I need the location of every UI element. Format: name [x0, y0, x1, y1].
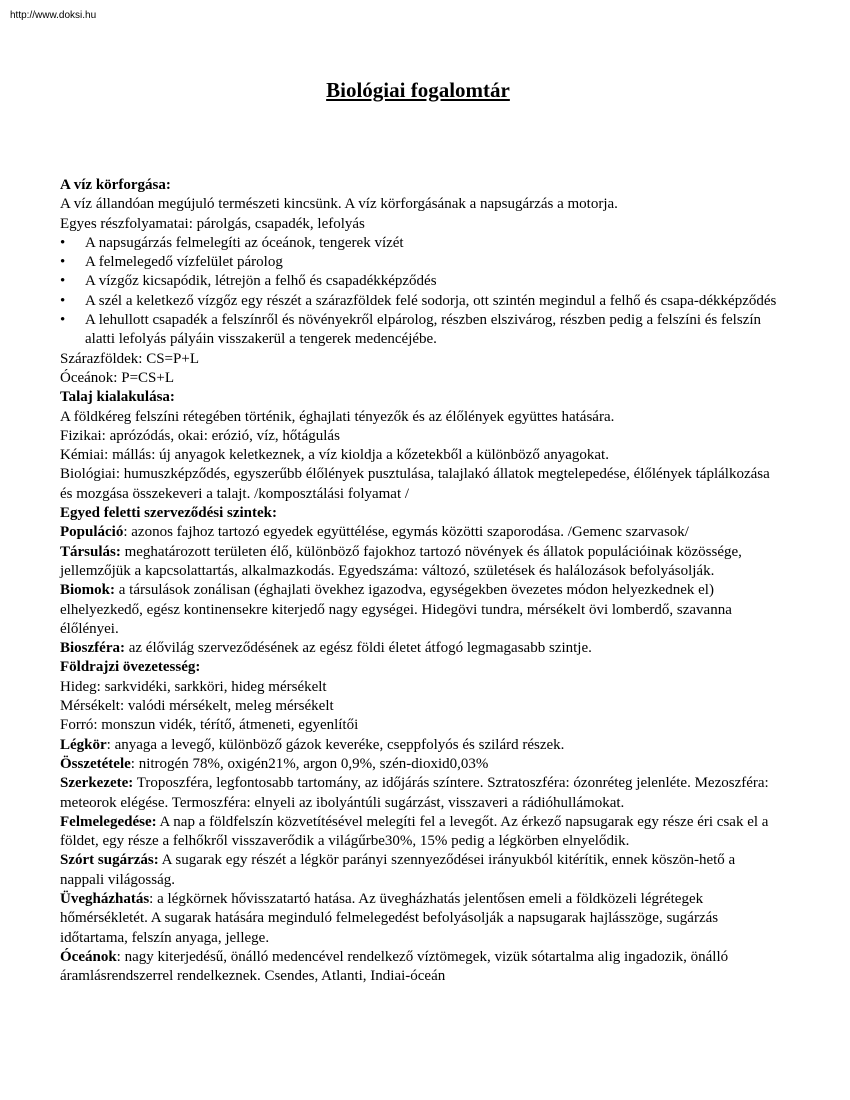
association-definition: Társulás: meghatározott területen élő, különböző fajokhoz tartozó növények és állatok populációinak közössége, jellemzőjük a kapcsolattartás, alkalmazkodás. Egyedszáma: változó, születések és halálozások befolyásolják. [60, 543, 742, 579]
page-title: Biológiai fogalomtár [326, 78, 510, 102]
soil-biological: Biológiai: humuszképződés, egyszerűbb élőlények pusztulása, talajlakó állatok megtelepedése, élőlények táplálkozása és mozgása összekeveri a talajt. /komposztálási folyamat / [60, 466, 770, 502]
zone-temperate: Mérsékelt: valódi mérsékelt, meleg mérsékelt [60, 698, 334, 715]
list-item: • A felmelegedő vízfelület párolog [60, 253, 780, 272]
greenhouse-effect: Üvegházhatás: a légkörnek hővisszatartó hatása. Az üvegházhatás jelentősen emeli a földközeli légrétegek hőmérsékletét. A sugarak hatására meginduló felmelegedést befolyásolják a napsugarak hajlásszöge, sugárzás időtartama, felszín anyaga, jellege. [60, 890, 719, 946]
soil-chemical: Kémiai: mállás: új anyagok keletkeznek, a víz kioldja a kőzetekből a különböző anyagokat. [60, 447, 609, 464]
list-item: • A szél a keletkező vízgőz egy részét a szárazföldek felé sodorja, ott szintén megindul a felhő és csapa-dékképződés [60, 292, 780, 311]
oceans-definition: Óceánok: nagy kiterjedésű, önálló medencével rendelkező víztömegek, vizük sótartalma alig ingadozik, önálló áramlásrendszerrel rendelkeznek. Csendes, Atlanti, Indiai-óceán [60, 948, 729, 985]
atmosphere-structure: Szerkezete: Troposzféra, legfontosabb tartomány, az időjárás színtere. Sztratoszféra: ózonréteg jelenléte. Mezoszféra: meteorok elégése. Termoszféra: elnyeli az ibolyántúli sugárzást, visszaveri a rádióhullámokat. [60, 775, 769, 811]
biosphere-definition: Bioszféra: az élővilág szerveződésének az egész földi életet átfogó legmagasabb szintje. [60, 640, 592, 657]
water-cycle-list [60, 234, 780, 350]
soil-intro: A földkéreg felszíni rétegében történik, éghajlati tényezők és az élőlények együttes hatására. [60, 408, 615, 425]
zone-cold: Hideg: sarkvidéki, sarkköri, hideg mérsékelt [60, 678, 327, 695]
atmosphere-warming: Felmelegedése: A nap a földfelszín közvetítésével melegíti fel a levegőt. Az érkező napsugarak egy része éri csak el a földet, egy része a felhőkről visszaverődik a világűrbe30%, 15% pedig a légkörben elnyelődik. [60, 813, 769, 850]
list-item: • A lehullott csapadék a felszínről és növényekről elpárolog, részben elszivárog, részben pedig a felszíni és felszín alatti lefolyás pályáin visszakerül a tengerek medencéjébe. [60, 311, 780, 350]
soil-heading: Talaj kialakulása: [60, 389, 175, 406]
ocean-formula: Óceánok: P=CS+L [60, 369, 174, 386]
soil-physical: Fizikai: aprózódás, okai: erózió, víz, hőtágulás [60, 427, 340, 444]
biome-definition: Biomok: a társulások zonálisan (éghajlati övekhez igazodva, egységekben övezetes módon helyezkednek el) elhelyezkedő, egész kontinensekre kiterjedő nagy egységei. Hidegövi tundra, mérsékelt övi lomberdő, szavanna élőlényei. [60, 582, 732, 637]
atmosphere-definition: Légkör: anyaga a levegő, különböző gázok keveréke, cseppfolyós és szilárd részek. [60, 736, 565, 753]
land-formula: Szárazföldek: CS=P+L [60, 350, 199, 367]
source-url: http://www.doksi.hu [10, 10, 97, 21]
atmosphere-composition: Összetétele: nitrogén 78%, oxigén21%, argon 0,9%, szén-dioxid0,03% [60, 755, 489, 772]
zones-heading: Földrajzi övezetesség: [60, 659, 201, 676]
water-cycle-intro: A víz állandóan megújuló természeti kincsünk. A víz körforgásának a napsugárzás a motorja. [60, 196, 618, 213]
water-cycle-heading: A víz körforgása: [60, 177, 171, 193]
levels-heading: Egyed feletti szerveződési szintek: [60, 505, 278, 522]
population-definition: Populáció: azonos fajhoz tartozó egyedek együttélése, egymás közötti szaporodása. /Gemenc szarvasok/ [60, 524, 689, 541]
water-cycle-parts: Egyes részfolyamatai: párolgás, csapadék, lefolyás [60, 215, 365, 232]
scattered-radiation: Szórt sugárzás: A sugarak egy részét a légkör parányi szennyeződései irányukból kitérítik, ennek köszön-hető a nappali világosság. [60, 852, 736, 888]
list-item: • A vízgőz kicsapódik, létrejön a felhő és csapadékképződés [60, 272, 780, 291]
document-body [60, 176, 780, 986]
list-item: • A napsugárzás felmelegíti az óceánok, tengerek vízét [60, 234, 780, 253]
zone-hot: Forró: monszun vidék, térítő, átmeneti, egyenlítői [60, 717, 359, 734]
